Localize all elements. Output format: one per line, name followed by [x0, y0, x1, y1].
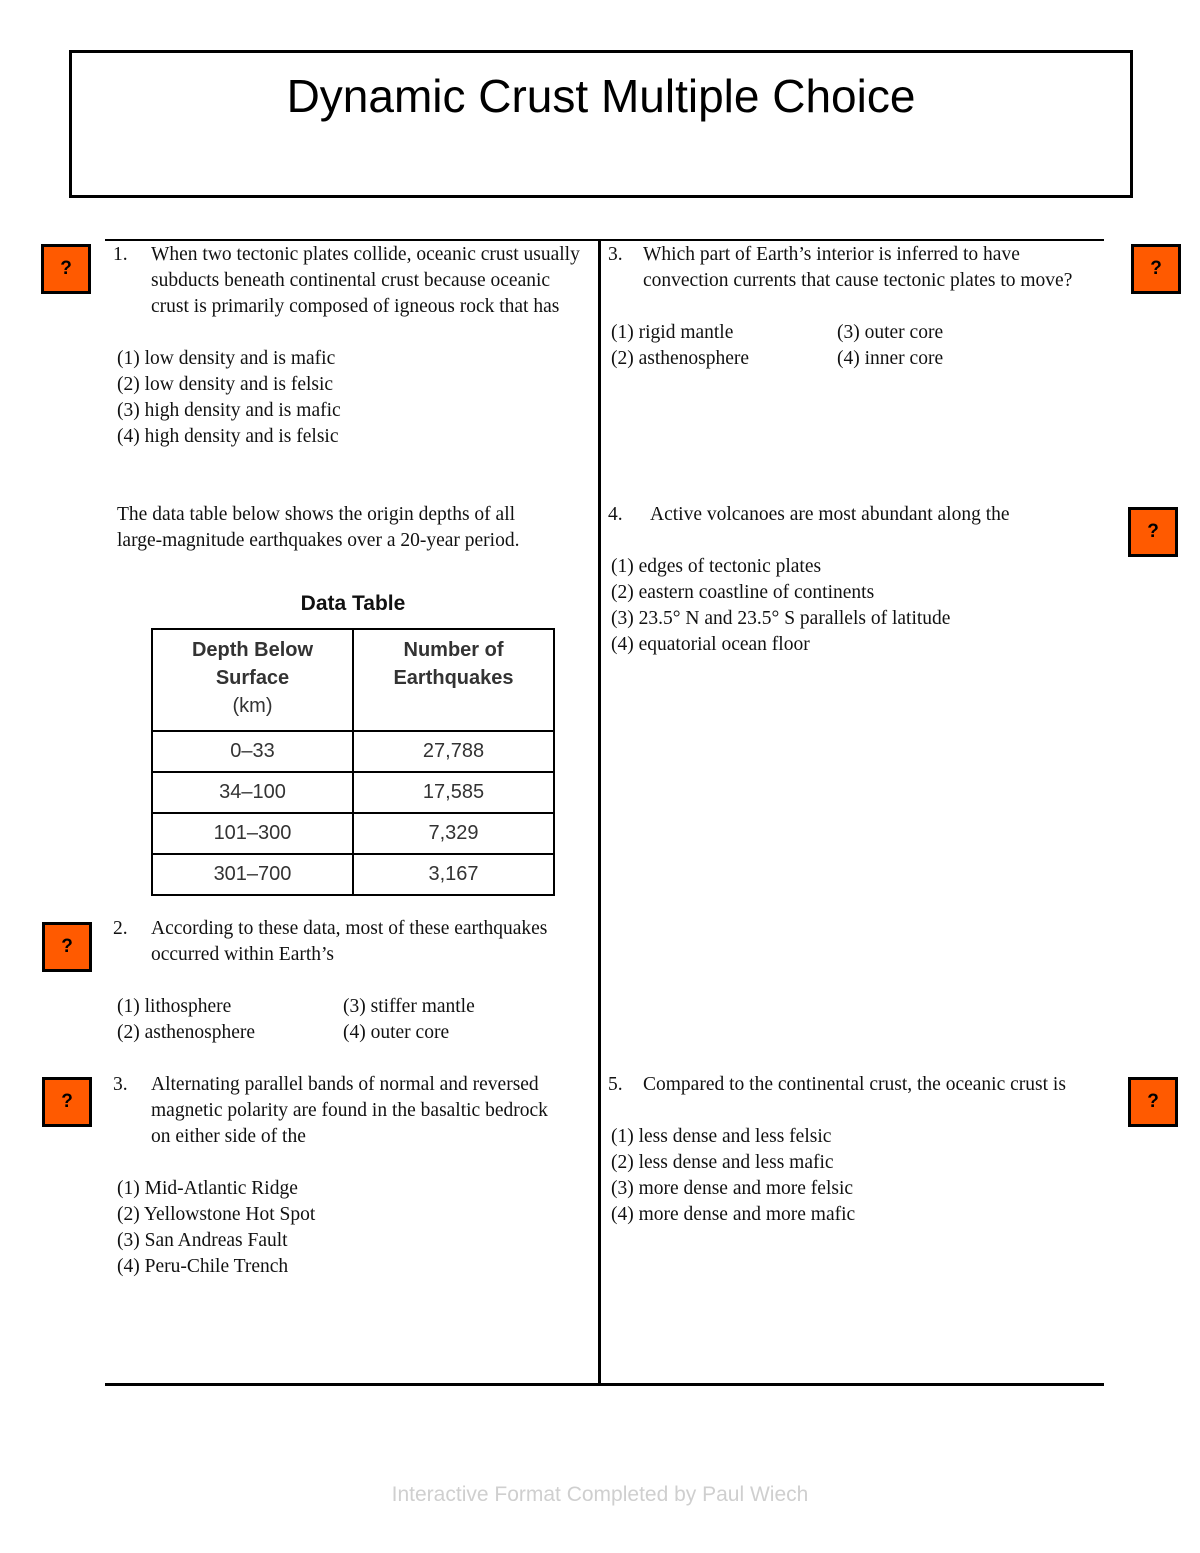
option: (3) 23.5° N and 23.5° S parallels of latitude	[611, 608, 951, 629]
option: (1) low density and is mafic	[117, 348, 336, 369]
column-divider	[598, 239, 601, 1385]
answer-marker-q1[interactable]: ?	[41, 244, 91, 294]
bottom-rule	[105, 1383, 1104, 1386]
question-number: 4.	[608, 504, 623, 525]
answer-marker-q5[interactable]: ?	[1128, 1077, 1178, 1127]
question-1	[113, 242, 587, 450]
question-number: 5.	[608, 1074, 623, 1095]
table-row: 34–100 17,585	[152, 772, 554, 813]
option: (4) more dense and more mafic	[611, 1204, 856, 1225]
option: (1) rigid mantle	[611, 322, 734, 343]
option: (4) equatorial ocean floor	[611, 634, 810, 655]
option: (3) high density and is mafic	[117, 400, 341, 421]
option: (2) low density and is felsic	[117, 374, 334, 395]
option: (1) lithosphere	[117, 996, 232, 1017]
table-row: 101–300 7,329	[152, 813, 554, 854]
option: (4) Peru-Chile Trench	[117, 1256, 289, 1277]
table-row: 0–33 27,788	[152, 731, 554, 772]
question-number: 3.	[608, 244, 623, 265]
option: (4) inner core	[837, 348, 944, 369]
question-text: Which part of Earth’s interior is inferred to have convection currents that cause tectonic plates to move?	[643, 244, 1073, 291]
question-text: Active volcanoes are most abundant along the	[650, 504, 1010, 525]
page-title: Dynamic Crust Multiple Choice	[286, 70, 916, 122]
answer-marker-q2[interactable]: ?	[42, 922, 92, 972]
question-2	[113, 916, 553, 1046]
option: (3) stiffer mantle	[343, 996, 475, 1017]
option: (1) edges of tectonic plates	[611, 556, 822, 577]
question-3-right	[608, 242, 1092, 372]
option: (1) less dense and less felsic	[611, 1126, 832, 1147]
option: (2) less dense and less mafic	[611, 1152, 834, 1173]
question-text: Alternating parallel bands of normal and reversed magnetic polarity are found in the basaltic bedrock on either side of the	[151, 1074, 548, 1147]
answer-marker-q3-left[interactable]: ?	[42, 1077, 92, 1127]
header-depth: Depth Below Surface (km)	[152, 629, 353, 731]
data-table	[151, 628, 555, 896]
option: (2) Yellowstone Hot Spot	[117, 1204, 316, 1225]
title-box	[69, 50, 1133, 198]
answer-marker-q4[interactable]: ?	[1128, 507, 1178, 557]
top-rule-left	[105, 239, 600, 241]
table-row: 301–700 3,167	[152, 854, 554, 895]
question-number: 3.	[113, 1074, 128, 1095]
question-number: 2.	[113, 918, 128, 939]
question-number: 1.	[113, 244, 128, 265]
question-3-left	[113, 1072, 553, 1280]
question-4	[608, 502, 1108, 658]
question-text: When two tectonic plates collide, oceanic crust usually subducts beneath continental crust because oceanic crust is primarily composed of igneous rock that has	[151, 244, 580, 317]
top-rule-right	[601, 239, 1104, 241]
question-text: According to these data, most of these earthquakes occurred within Earth’s	[151, 918, 548, 965]
option: (4) high density and is felsic	[117, 426, 339, 447]
data-table-title: Data Table	[300, 592, 406, 615]
answer-marker-q3-right[interactable]: ?	[1131, 244, 1181, 294]
option: (1) Mid-Atlantic Ridge	[117, 1178, 298, 1199]
data-table-intro: The data table below shows the origin depths of all large-magnitude earthquakes over a 20-year period.	[117, 504, 520, 551]
option: (2) asthenosphere	[611, 348, 750, 369]
option: (4) outer core	[343, 1022, 450, 1043]
option: (3) San Andreas Fault	[117, 1230, 288, 1251]
option: (3) outer core	[837, 322, 944, 343]
option: (3) more dense and more felsic	[611, 1178, 854, 1199]
option: (2) eastern coastline of continents	[611, 582, 875, 603]
question-5	[608, 1072, 1078, 1228]
option: (2) asthenosphere	[117, 1022, 256, 1043]
header-count: Number of Earthquakes	[353, 629, 554, 731]
table-header-row	[152, 629, 554, 731]
question-text: Compared to the continental crust, the oceanic crust is	[643, 1074, 1066, 1095]
footer-credit: Interactive Format Completed by Paul Wiech	[391, 1483, 809, 1506]
